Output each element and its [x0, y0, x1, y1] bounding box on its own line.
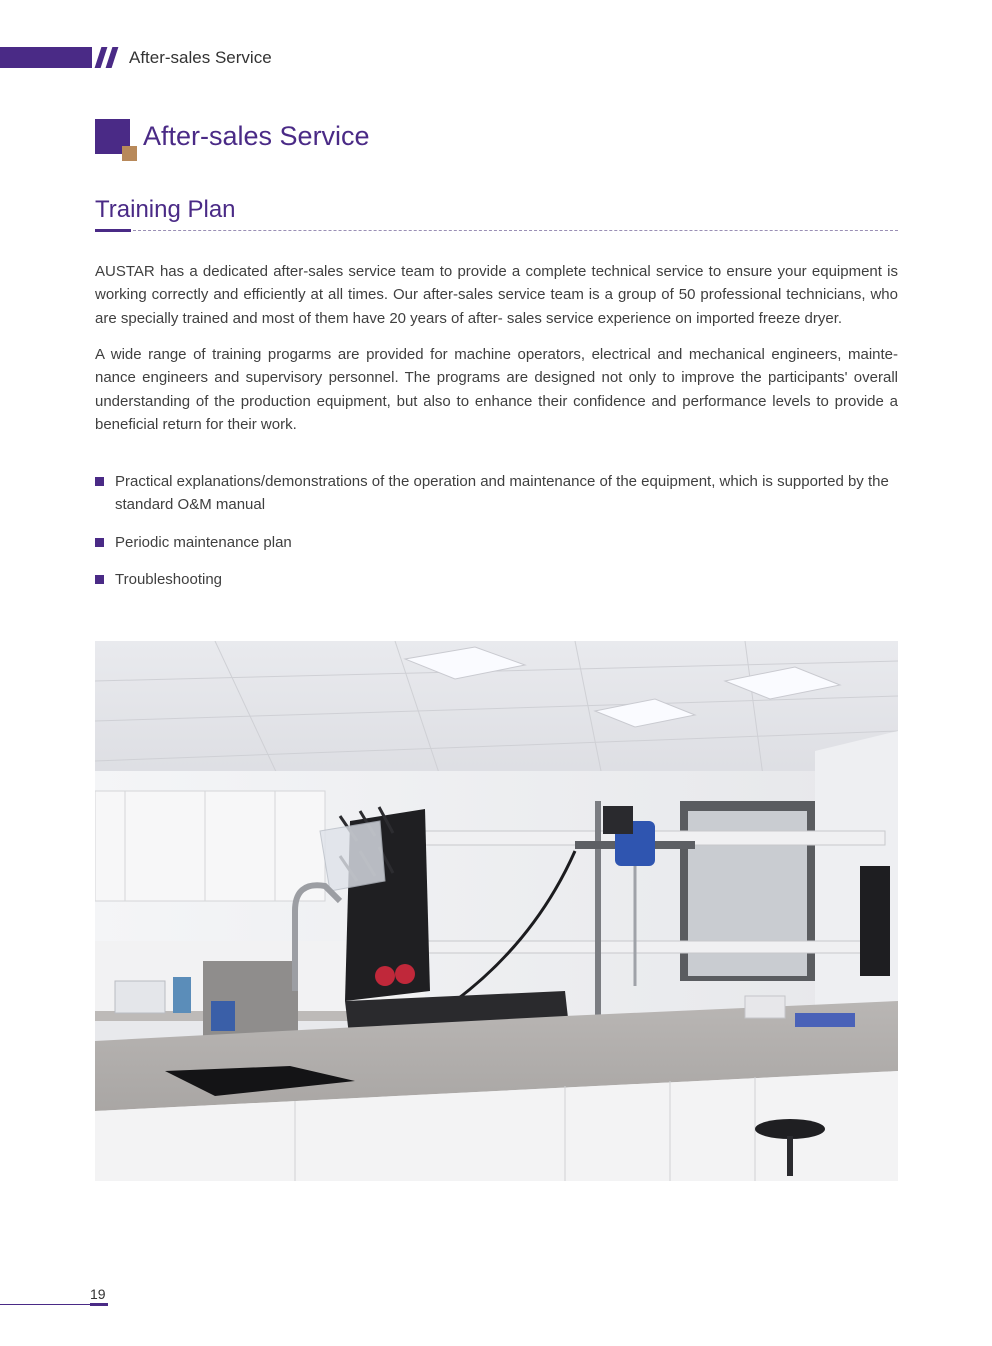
header-slash-mark [106, 47, 119, 68]
bullet-text: Periodic maintenance plan [115, 533, 292, 551]
header-title: After-sales Service [129, 48, 272, 67]
bullet-square-icon [95, 538, 104, 547]
list-item [95, 531, 898, 554]
section-title: After-sales Service [143, 121, 370, 151]
subsection-title: Training Plan [95, 196, 236, 223]
bullet-square-icon [95, 477, 104, 486]
list-item [95, 568, 898, 591]
subsection-underline [95, 229, 131, 232]
section-accent-square-icon [122, 146, 137, 161]
bullet-text: Practical explanations/demonstrations of the operation and maintenance of the equipment, which is supported by the standard O&M manual [115, 473, 889, 514]
training-paragraph: A wide range of training progarms are provided for machine operators, electrical and mechanical engineers, mainte-nance engineers and supervisory personnel. The programs are designed not only to improve the participants' overall understanding of the production equipment, but also to enhance their confidence and performance levels to provide a beneficial return for their work. [95, 346, 898, 433]
header-bar [0, 47, 92, 68]
intro-paragraph: AUSTAR has a dedicated after-sales service team to provide a complete technical service to ensure your equipment is working correctly and efficiently at all times. Our after-sales service team is a group of 50 professional technicians, who are specially trained and most of them have 20 years of after- sales service experience on imported freeze dryer. [95, 263, 898, 327]
laboratory-illustration [95, 641, 898, 1181]
laboratory-photo [95, 641, 898, 1181]
training-bullet-list [95, 470, 898, 605]
page-number-underline [90, 1303, 108, 1306]
list-item [95, 470, 898, 517]
subsection-dashed-rule [133, 230, 898, 231]
page-number: 19 [90, 1286, 106, 1302]
bullet-square-icon [95, 575, 104, 584]
bullet-text: Troubleshooting [115, 570, 223, 588]
